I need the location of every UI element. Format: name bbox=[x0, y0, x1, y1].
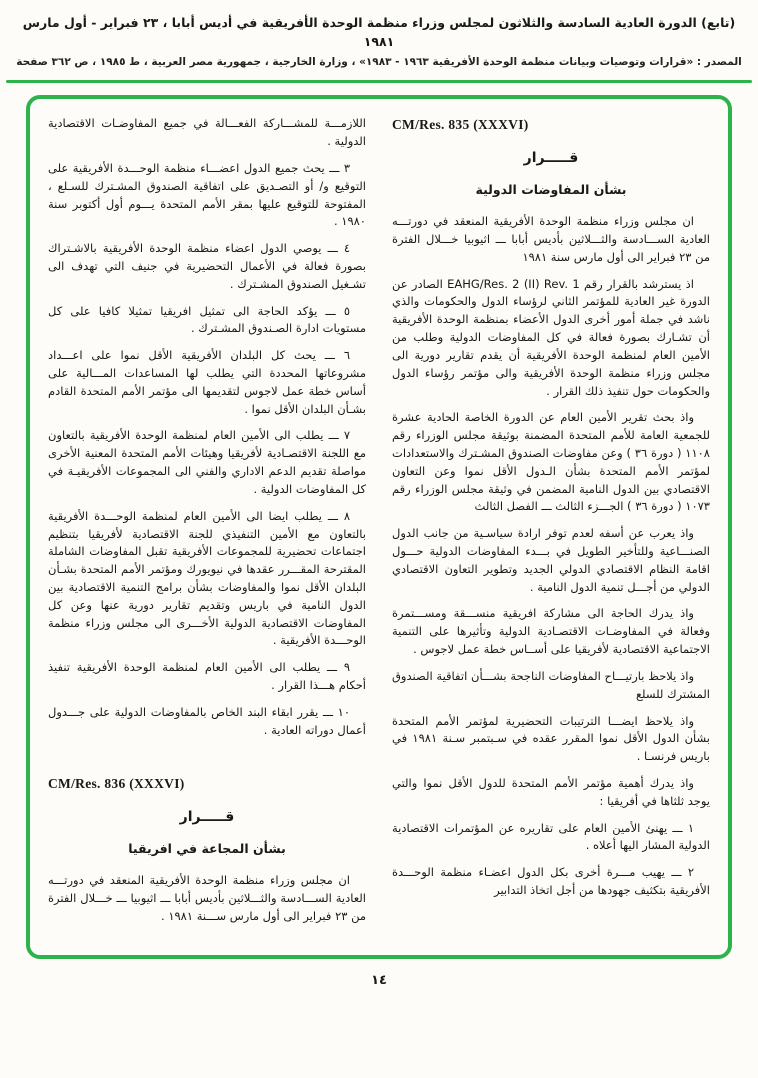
resolution-paragraph: ٢ ـــ يهيب مـــرة أخرى بكل الدول اعضـاء منظمة الوحـــدة الأفريقية بتكثيف جهودها من أجل اتخاذ التدابير bbox=[392, 865, 710, 898]
resolution-836-title: قـــــرار bbox=[179, 809, 235, 826]
resolution-paragraph: ٣ ـــ يحث جميع الدول اعضـــاء منظمة الوحـــدة الأفريقية على التوقيع و/ أو التصـديق على اتفاقية الصندوق المشـترك للسـلع ، المفتوحة للتوقيع عليها بمقر الأمم المتحدة يـــوم أول أكتوبر سنة ١٩٨٠ . bbox=[48, 160, 366, 229]
resolution-835-title: قـــــرار bbox=[523, 150, 579, 167]
resolution-paragraph: ١٠ ـــ يقرر ابقاء البند الخاص بالمفاوضات الدولية على جـــدول أعمال دوراته العادية . bbox=[48, 704, 366, 737]
resolution-paragraph: اذ يسترشد بالقرار رقم EAHG/Res. 2 (II) Rev. 1 الصادر عن الدورة غير العادية للمؤتمر الثاني لرؤساء الدول والحكومات والذي ناشد في جملة أمور أخرى الدول الأعضاء بمنظمة الوحدة الأفريقية أن تشـارك بصورة فعالة في كل المفاوضات الدولية وطلب من الأمين العام لمنظمة الوحدة الأفريقية أن يقدم تقارير دورية الى مجلس وزراء منظمة الوحدة الأفريقية والى مؤتمر رؤساء الدول والحكومات حول تنفيذ ذلك القرار . bbox=[392, 276, 710, 398]
resolution-paragraph: ١ ـــ يهنئ الأمين العام على تقاريره عن المؤتمرات الاقتصادية الدولية المشار اليها أعلاه . bbox=[392, 820, 710, 853]
resolution-paragraph: واذ يدرك أهمية مؤتمر الأمم المتحدة للدول الأقل نموا والتي يوجد ثلثاها في أفريقيا : bbox=[392, 775, 710, 808]
resolution-paragraph: ٤ ـــ يوصي الدول اعضاء منظمة الوحدة الأفريقية بالاشـتراك بصورة فعالة في الأعمال التحضيرية في جنيف التي تهدف الى تشـغيل الصندوق المشـترك . bbox=[48, 241, 366, 291]
resolution-paragraph: واذ يعرب عن أسفه لعدم توفر ارادة سياسـية من جانب الدول الصنـــاعية وللتأخير الطويل في بـــدء المفاوضات الدولية حـــول اقامة النظام الاقتصادي الدولي الجديد وتطوير التعاون الاقتصادي الدولي من أجـــل تنمية الدول النامية . bbox=[392, 526, 710, 594]
section-spacer bbox=[48, 748, 366, 774]
resolution-paragraph: واذ بحث تقرير الأمين العام عن الدورة الخاصة الحادية عشرة للجمعية العامة للأمم المتحدة المضمنة بوثيقة مجلس الوزراء رقم ١١٠٨ ( دورة ٣٦ ) وعن مفاوضات الصندوق المشـترك والاستعدادات لمؤتمر الأمم المتحدة بشأن الـدول الأقل نموا وعن التعاون الاقتصادي بين الدول النامية المضمن في وثيقة مجلس الوزراء رقم ١٠٧٣ ( دورة ٣٦ ) الجـــزء الثالث ـــ الفصل الثالث bbox=[392, 410, 710, 514]
two-column-layout bbox=[48, 115, 710, 935]
resolution-836-subtitle: بشأن المجاعة في افريقيا bbox=[128, 841, 286, 857]
resolution-paragraph: ان مجلس وزراء منظمة الوحدة الأفريقية المنعقد في دورتـــه العادية الســـادسة والثـــلاثين بأديس أبابا ـــ اثيوبيا ـــ خـــلال الفترة من ٢٣ فبراير الى أول مارس ســـنة ١٩٨١ . bbox=[48, 873, 366, 924]
resolution-paragraph: ٨ ـــ يطلب ايضا الى الأمين العام لمنظمة الوحـــدة الأفريقية بالتعاون مع الأمين التنفيذي للجنة الاقتصادية لأفريقيا بتنظيم اجتماعات تحضيرية للمجموعات الأفريقية تقبل المفاوضات الشاملة المقترحة المقـــرر عقدها في نيويورك ومؤتمر الأمم المتحدة بشـأن البلدان الأقل نموا والمفاوضات بشأن برامج التنمية الاقتصادية بين الدول النامية في باريس وتقديم تقارير دورية عنها وعن كل المفاوضات الاقتصادية الدولية الأخـــرى الى مجلس وزراء منظمة الوحـــدة الأفريقية . bbox=[48, 508, 366, 648]
page-number: ١٤ bbox=[371, 972, 387, 988]
resolution-paragraph: ان مجلس وزراء منظمة الوحدة الأفريقية المنعقد في دورتـــه العادية الســـادسة والثـــلاثين بأديس أبابا ـــ اثيوبيا خـــلال الفترة من ٢٣ فبراير الى أول مارس سنة ١٩٨١ bbox=[392, 214, 710, 264]
column-right bbox=[392, 115, 710, 935]
resolutions-panel bbox=[26, 95, 732, 959]
resolution-paragraph: ٩ ـــ يطلب الى الأمين العام لمنظمة الوحدة الأفريقية تنفيذ أحكام هـــذا القرار . bbox=[48, 660, 366, 692]
header-divider bbox=[6, 80, 752, 83]
resolution-paragraph: اللازمـــة للمشـــاركة الفعـــالة في جميع المفاوضـات الاقتصادية الدولية . bbox=[48, 116, 366, 149]
session-header bbox=[0, 0, 758, 74]
column-left bbox=[48, 115, 366, 935]
resolution-paragraph: واذ يلاحظ بارتيـــاح المفاوضات الناجحة بشـــأن اتفاقية الصندوق المشترك للسلع bbox=[392, 668, 710, 701]
source-line: المصدر : «قرارات وتوصيات وبيانات منظمة الوحدة الأفريقية ١٩٦٣ - ١٩٨٣» ، وزارة الخارجية ، جمهورية مصر العربية ، ط ١٩٨٥ ، ص ٣٦٢ صفحة bbox=[16, 55, 742, 68]
resolution-835-id: CM/Res. 835 (XXXVI) bbox=[392, 117, 529, 133]
resolution-835-subtitle: بشأن المفاوضات الدولية bbox=[475, 181, 627, 197]
resolution-paragraph: واذ يلاحظ ايضـــا الترتيبات التحضيرية لمؤتمر الأمم المتحدة بشأن الدول الأقل نموا المقرر عقده في سـبتمبر سـنة ١٩٨١ في باريس فرنسـا . bbox=[392, 713, 710, 764]
resolution-paragraph: ٥ ـــ يؤكد الحاجة الى تمثيل افريقيا تمثيلا كافيا على كل مستويات ادارة الصـندوق المشـترك . bbox=[48, 303, 366, 336]
resolution-paragraph: ٦ ـــ يحث كل البلدان الأفريقية الأقل نموا على اعـــداد مشروعاتها المحددة التي يطلب لها المساعدات المـــالية على أساس خطة عمل لاجوس لتقديمها الى مؤتمر الأمم المتحدة القادم بشـأن البلدان الأقل نموا . bbox=[48, 348, 366, 416]
resolution-paragraph: ٧ ـــ يطلب الى الأمين العام لمنظمة الوحدة الأفريقية بالتعاون مع اللجنة الاقتصـادية لأفريقيا وهيئات الأمم المتحدة المعنية الأخرى مواصلة تقديم الدعم الاداري والفني الى المجموعات الأفريقيـة في كل المفاوضات الدولية . bbox=[48, 428, 366, 496]
session-title: (تابع) الدورة العادية السادسة والثلاثون لمجلس وزراء منظمة الوحدة الأفريقية في أديس أبابا ، ٢٣ فبراير - أول مارس ١٩٨١ bbox=[22, 15, 736, 49]
resolution-836-id: CM/Res. 836 (XXXVI) bbox=[48, 776, 185, 792]
resolution-paragraph: واذ يدرك الحاجة الى مشاركة افريقية منســـقة ومســـتمرة وفعالة في المفاوضـات الاقتصـادية الدولية وتأثيرها على التنمية الاجتماعية الاقتصادية لأفريقيا على أســاس خطة عمل لاجوس . bbox=[392, 606, 710, 657]
